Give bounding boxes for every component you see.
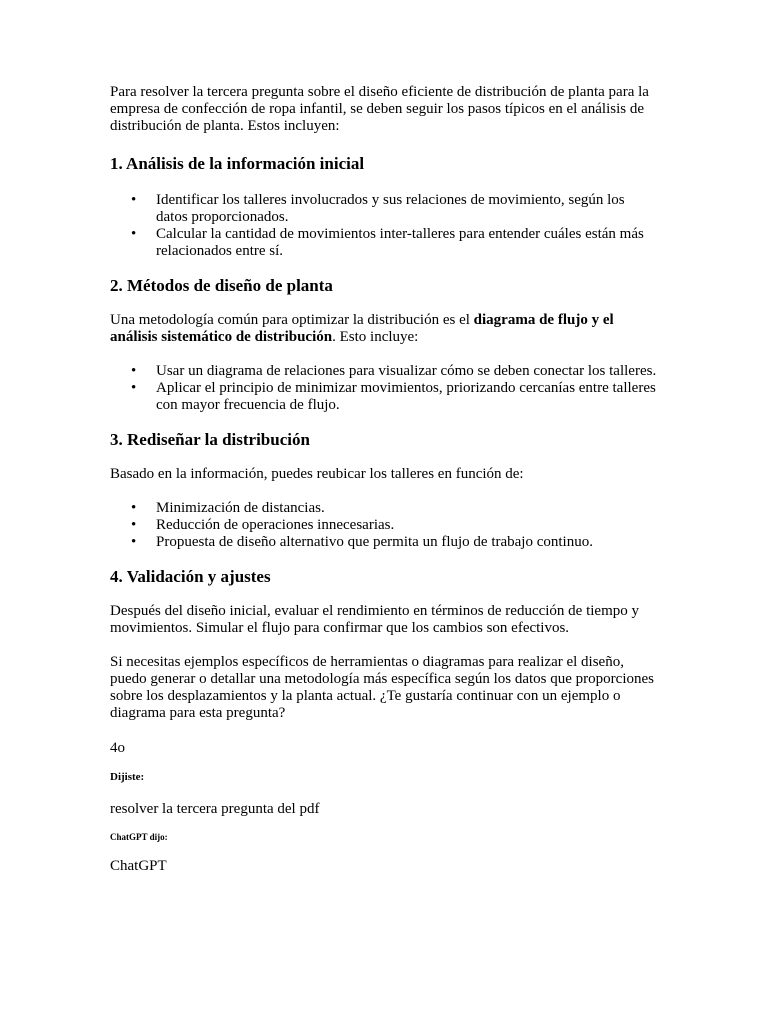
intro-paragraph: Para resolver la tercera pregunta sobre el diseño eficiente de distribución de planta para la empresa de confección de ropa infantil, se deben seguir los pasos típicos en el análisis de distribución de planta. Estos incluyen:	[110, 84, 649, 134]
document-page	[110, 84, 660, 875]
bullet-icon: •	[131, 500, 137, 516]
section-4-heading: 4. Validación y ajustes	[110, 567, 271, 586]
assistant-label: ChatGPT dijo:	[110, 832, 168, 842]
section-2-list	[110, 363, 660, 414]
list-item: • Identificar los talleres involucrados y sus relaciones de movimiento, según los datos proporcionados.	[131, 192, 625, 225]
user-label: Dijiste:	[110, 771, 145, 783]
bullet-icon: •	[131, 226, 137, 242]
list-item: • Calcular la cantidad de movimientos inter-talleres para entender cuáles están más relacionados entre sí.	[131, 226, 644, 259]
list-item: • Aplicar el principio de minimizar movimientos, priorizando cercanías entre talleres con mayor frecuencia de flujo.	[131, 380, 656, 413]
model-label: 4o	[110, 740, 125, 756]
closing-paragraph: Si necesitas ejemplos específicos de herramientas o diagramas para realizar el diseño, puedo generar o detallar una metodología más específica según los datos que proporciones sobre los desplazamientos y la planta actual. ¿Te gustaría continuar con un ejemplo o diagrama para esta pregunta?	[110, 654, 654, 721]
list-item: • Reducción de operaciones innecesarias.	[131, 517, 395, 533]
bullet-icon: •	[131, 380, 137, 396]
bullet-icon: •	[131, 534, 137, 550]
list-item: • Usar un diagrama de relaciones para visualizar cómo se deben conectar los talleres.	[131, 363, 657, 379]
section-1-list	[110, 192, 660, 260]
section-2-paragraph: Una metodología común para optimizar la distribución es el diagrama de flujo y el análisis sistemático de distribución. Esto incluye:	[110, 312, 614, 345]
bullet-icon: •	[131, 363, 137, 379]
section-3-list	[110, 500, 660, 551]
bullet-icon: •	[131, 517, 137, 533]
list-item: • Propuesta de diseño alternativo que permita un flujo de trabajo continuo.	[131, 534, 593, 550]
section-4-paragraph: Después del diseño inicial, evaluar el rendimiento en términos de reducción de tiempo y movimientos. Simular el flujo para confirmar que los cambios son efectivos.	[110, 603, 639, 636]
user-message: resolver la tercera pregunta del pdf	[110, 801, 320, 817]
bold-term: diagrama de flujo y el análisis sistemático de distribución	[110, 312, 614, 345]
list-item: • Minimización de distancias.	[131, 500, 325, 516]
section-3-paragraph: Basado en la información, puedes reubicar los talleres en función de:	[110, 466, 524, 482]
bullet-icon: •	[131, 192, 137, 208]
section-3-heading: 3. Rediseñar la distribución	[110, 430, 310, 449]
section-2-heading: 2. Métodos de diseño de planta	[110, 276, 333, 295]
section-1-heading: 1. Análisis de la información inicial	[110, 154, 365, 173]
assistant-name: ChatGPT	[110, 858, 167, 874]
